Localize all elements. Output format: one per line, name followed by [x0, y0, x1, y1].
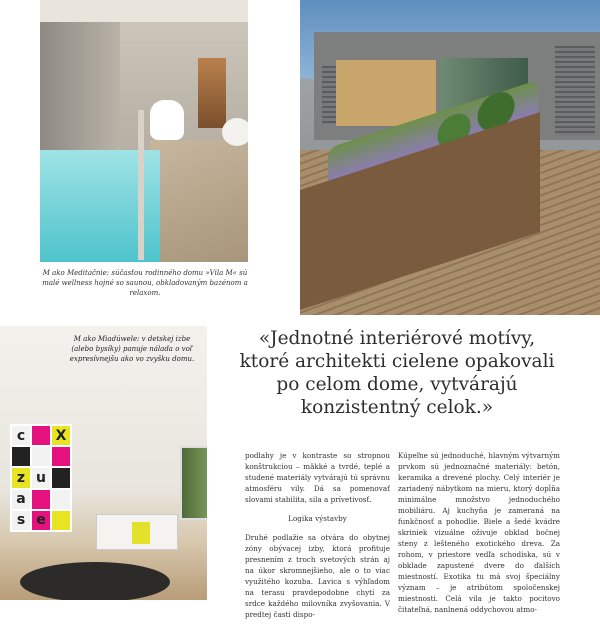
shelf-cell: e — [32, 511, 50, 530]
article-column-2 — [398, 450, 560, 620]
paragraph: Druhé podlažie sa otvára do obytnej zóny obývacej izby, ktorá profituje presnením z troch svetových strán aj na úkor skromnejšieho, ale o to viac využitého kozuba. Lavica s výhľadom na terasu pravdepodobne chytí za srdce každého milovníka zvyšovania. V predtej časti dispo- — [245, 533, 390, 619]
glass-railing — [138, 110, 144, 260]
shelf-cell — [32, 426, 50, 445]
shelf-cell: z — [12, 468, 30, 487]
pouf — [222, 118, 248, 146]
spa-caption: M ako Meditačnie: súčasťou rodinného domu »Vila M« sú malé wellness hojné so saunou, obkladovaným bazénom a relaxom. — [42, 269, 248, 297]
rug — [20, 562, 170, 600]
ceiling — [40, 0, 248, 22]
shelf-cell — [32, 447, 50, 466]
kids-caption: M ako Miadúwele: v detskej izbe (alebo bysíky) panuje nálada o voľ expresívnejšu ako vo zvyšku domu. — [69, 335, 195, 363]
pull-quote: «Jednotné interiérové motívy, ktoré architekti cielene opakovali po celom dome, vytvárajú konzistentný celok.» — [239, 328, 555, 418]
shelf-cell: X — [52, 426, 70, 445]
shelf-cell — [52, 447, 70, 466]
section-heading: Logika výstavby — [288, 514, 347, 523]
floor — [150, 140, 248, 262]
shelf-cell — [32, 490, 50, 509]
paragraph: podlahy je v kontraste so stropnou konštrukciou – mäkké a tvrdé, teplé a studené materiály vytvárajú tú správnu atmosféru vily. Dá sa pomenovať slovami stabilita, sila a prívetivosť. — [245, 451, 390, 504]
kids-chair — [132, 522, 150, 544]
letter-shelf — [10, 424, 72, 532]
paragraph: Kúpeľne sú jednoduché, hlavným výtvarným prvkom sú jednoznačné materiály: betón, keramika a drevené plochy. Celý interiér je zariadený nábytkom na mieru, ktorý dopĺňa minimálne množstvo jednoduchého mobiliáru. Aj kuchyňa je zameraná na funkčnosť a pohodlie. Biele a šedé kvádre skriniek vizuálne oživuje obklad bočnej steny z lešteného exotického dreva. Za rohom, v priestore vedľa schodiska, sú v obklade zapustené dvere do ďalších miestností. Exotika tu má svoj špeciálny význam – je atribútom spoločenskej miestnosti. Celá vila je takto pocitovo čitateľná, nanlnená oddychovou atmo- — [398, 451, 560, 614]
terrace-photo — [300, 0, 600, 315]
shelf-cell — [52, 468, 70, 487]
shelf-cell — [52, 490, 70, 509]
article-column-1 — [245, 450, 390, 625]
shelf-cell: c — [12, 426, 30, 445]
shelf-cell — [52, 511, 70, 530]
shelf-cell — [12, 447, 30, 466]
spa-photo — [40, 0, 248, 262]
window — [180, 446, 207, 520]
kids-room-photo — [0, 326, 207, 600]
shelf-cell: u — [32, 468, 50, 487]
window-shutter-small — [322, 66, 336, 124]
sauna-door — [198, 58, 226, 128]
shelf-cell: s — [12, 511, 30, 530]
wood-panel — [336, 60, 436, 126]
shelf-cell: a — [12, 490, 30, 509]
lounge-chair — [150, 100, 184, 140]
window-shutter — [555, 46, 595, 136]
